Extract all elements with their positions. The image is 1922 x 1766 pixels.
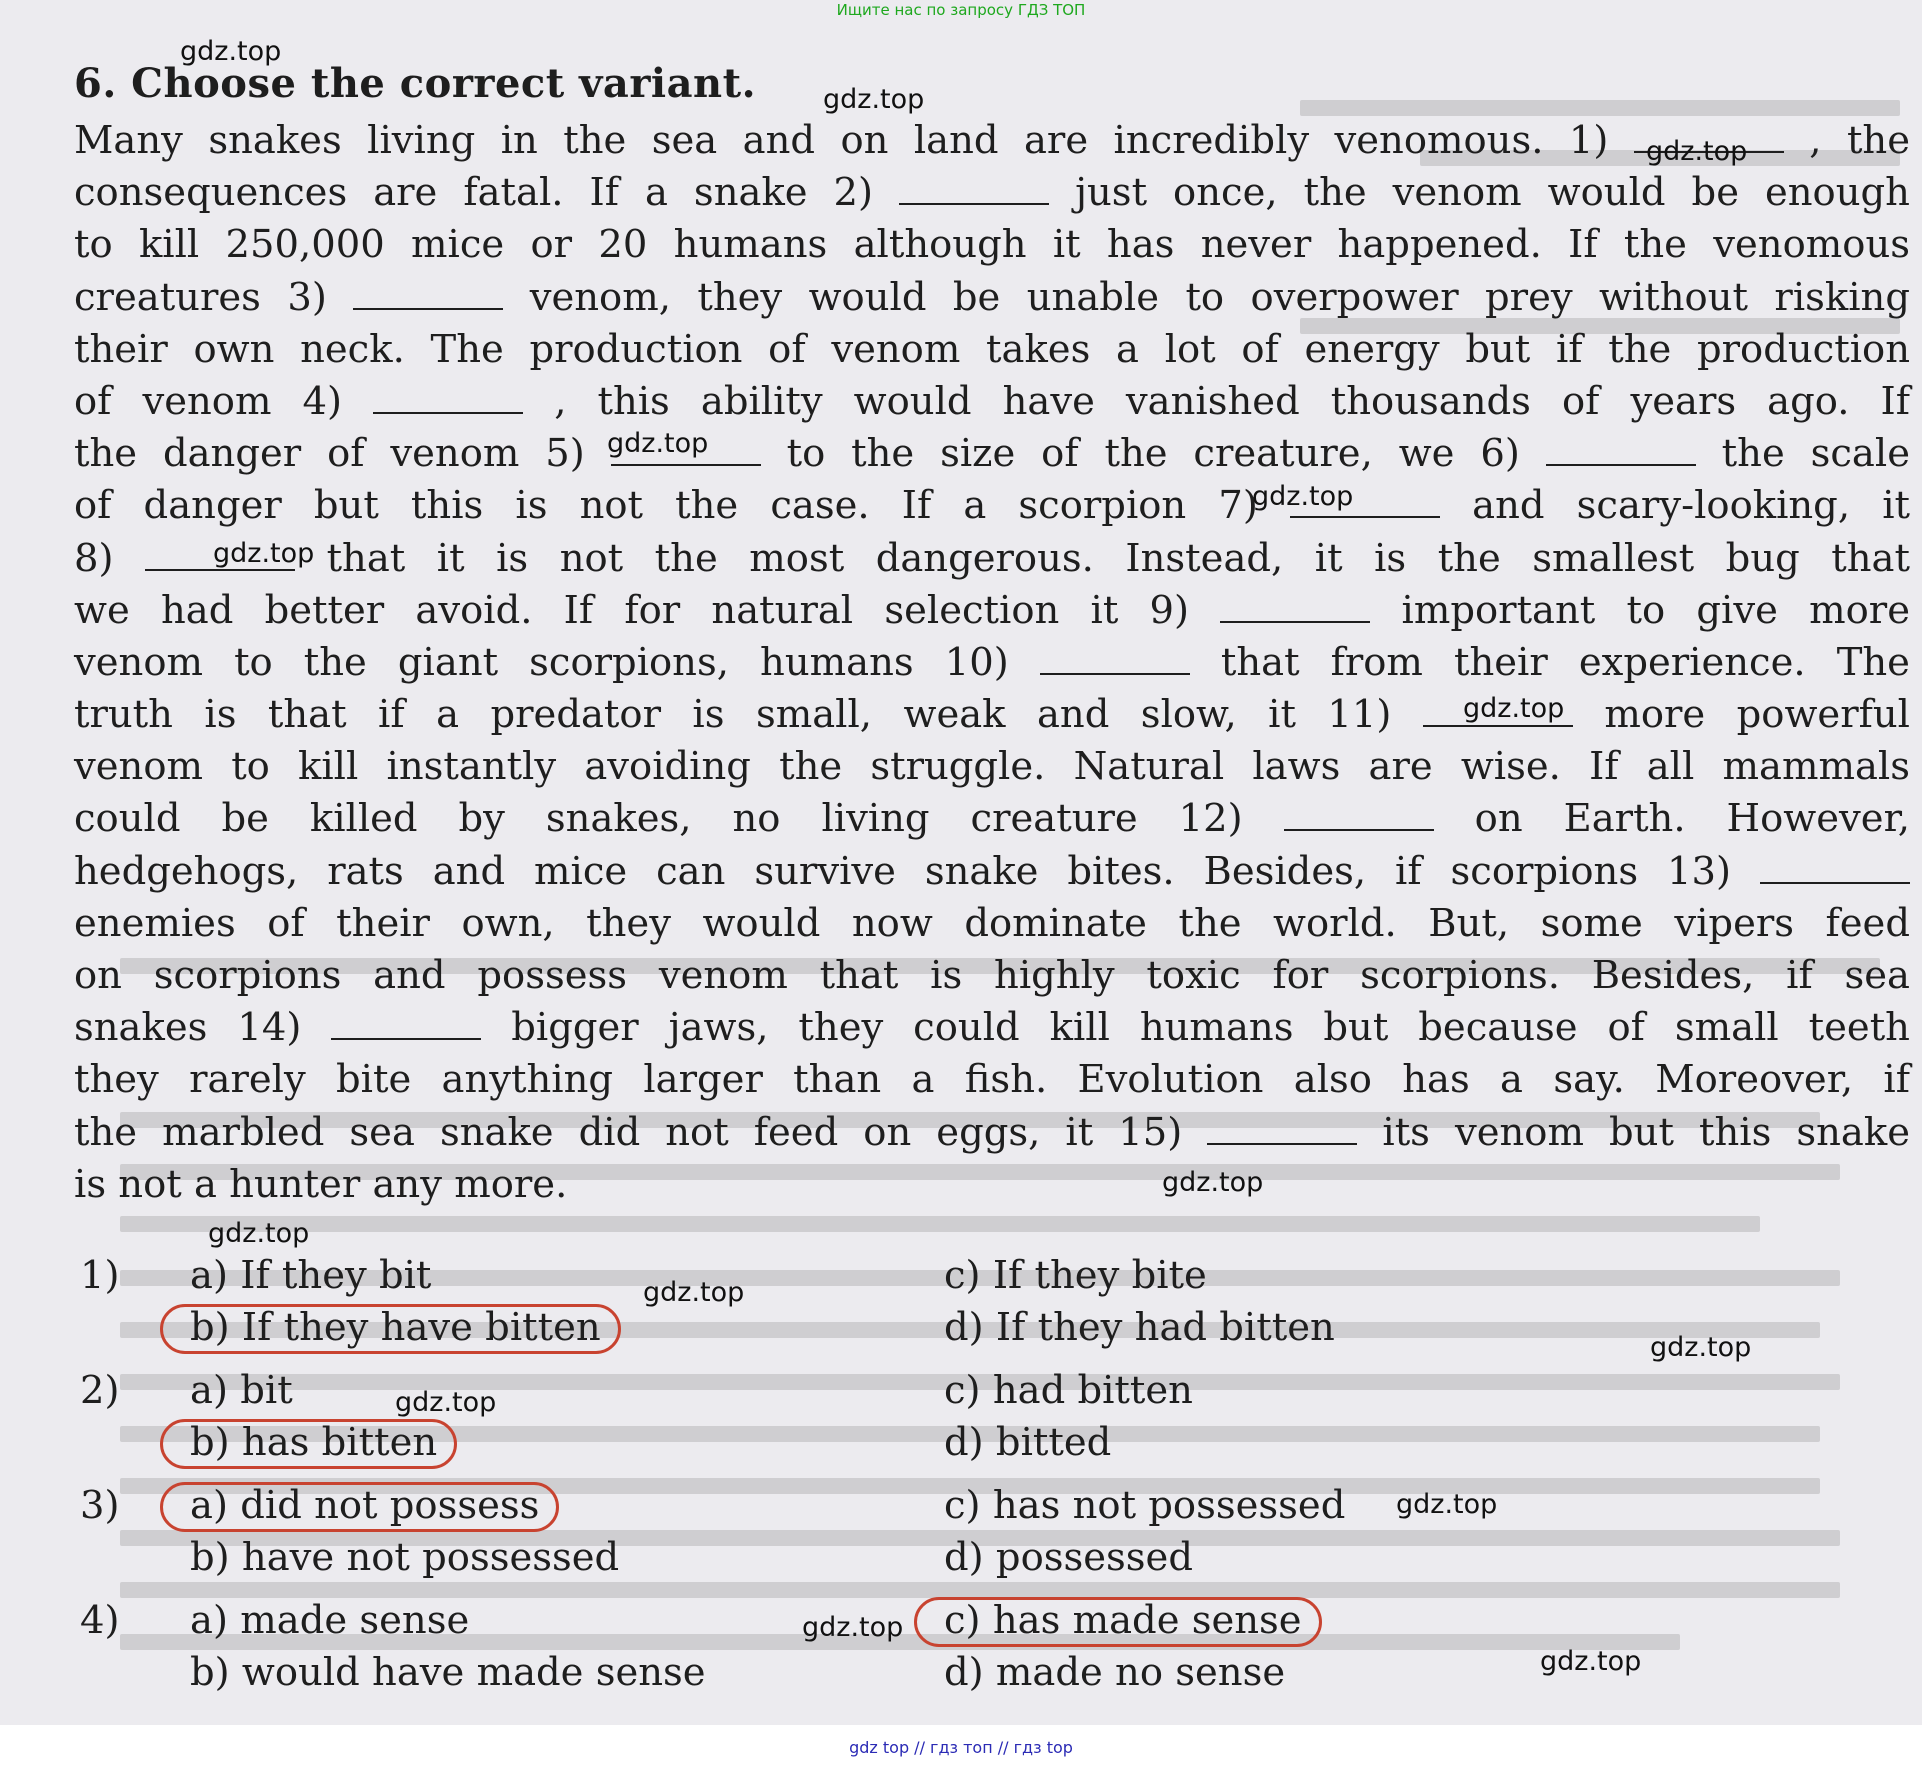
answer-option[interactable] <box>190 1647 706 1699</box>
footer-links[interactable]: gdz top // гдз топ // гдз top <box>849 1738 1073 1757</box>
paragraph-text: on scorpions and possess venom that is highly toxic for scorpions. Besides, if sea <box>74 953 1910 998</box>
option-text: has not possessed <box>992 1483 1346 1528</box>
watermark: gdz.top <box>1463 693 1565 724</box>
paragraph-line <box>74 637 1910 689</box>
paragraph-line <box>74 1002 1910 1054</box>
paragraph-line <box>74 1107 1910 1159</box>
answer-option[interactable] <box>944 1365 1193 1417</box>
paragraph-text: venom, they would be unable to overpower prey without risking <box>529 274 1910 320</box>
option-letter: c) <box>944 1253 981 1298</box>
paragraph-text: the marbled sea snake did not feed on eggs, it 15) <box>74 1109 1183 1155</box>
answer-blank <box>1207 1116 1357 1145</box>
option-text: have not possessed <box>241 1535 620 1580</box>
option-letter: a) <box>190 1253 228 1298</box>
paragraph-text: just once, the venom would be enough <box>1075 170 1910 216</box>
question-number: 3) <box>80 1483 120 1528</box>
watermark: gdz.top <box>180 36 282 67</box>
paragraph-text: Many snakes living in the sea and on land are incredibly venomous. 1) <box>74 118 1609 163</box>
paragraph-text: to kill 250,000 mice or 20 humans although it has never happened. If the venomous <box>74 222 1910 268</box>
option-letter: b) <box>190 1650 230 1695</box>
option-letter: c) <box>944 1368 981 1413</box>
option-text: bit <box>240 1368 293 1413</box>
question-number: 4) <box>80 1598 120 1643</box>
paragraph-text: 8) <box>74 535 114 581</box>
option-letter: d) <box>944 1305 984 1350</box>
option-text: If they had bitten <box>995 1305 1335 1350</box>
paragraph-line <box>74 167 1910 219</box>
option-text: has bitten <box>241 1420 438 1465</box>
paragraph-text: of danger but this is not the case. If a scorpion 7) <box>74 483 1258 529</box>
paragraph-line <box>74 741 1910 793</box>
paragraph-text: truth is that if a predator is small, weak and slow, it 11) <box>74 692 1392 738</box>
option-letter: d) <box>944 1535 984 1580</box>
answer-blank <box>1220 594 1370 623</box>
watermark: gdz.top <box>208 1218 310 1249</box>
answer-blank <box>1284 803 1434 832</box>
option-text: If they have bitten <box>241 1305 601 1350</box>
option-letter: b) <box>190 1420 230 1465</box>
option-text: would have made sense <box>241 1650 706 1695</box>
question-number: 1) <box>80 1253 120 1298</box>
paragraph-text: hedgehogs, rats and mice can survive snake bites. Besides, if scorpions 13) <box>74 848 1732 894</box>
exercise-title: 6. Choose the correct variant. <box>74 60 757 107</box>
answer-blank <box>353 281 503 310</box>
watermark: gdz.top <box>1650 1332 1752 1363</box>
watermark: gdz.top <box>395 1387 497 1418</box>
question-number: 2) <box>80 1368 120 1413</box>
paragraph-text: could be killed by snakes, no living creature 12) <box>74 796 1243 842</box>
paragraph-text: on Earth. However, <box>1474 796 1910 842</box>
watermark: gdz.top <box>1540 1646 1642 1677</box>
option-text: had bitten <box>992 1368 1193 1413</box>
answer-blank <box>899 176 1049 205</box>
paragraph-text: to the size of the creature, we 6) <box>786 431 1520 477</box>
paragraph-line <box>74 1159 1910 1211</box>
option-letter: a) <box>190 1483 228 1528</box>
answer-option[interactable] <box>944 1532 1193 1584</box>
paragraph-line <box>74 793 1910 845</box>
option-letter: d) <box>944 1650 984 1695</box>
paragraph-line <box>74 115 1910 167</box>
paragraph-text: of venom 4) <box>74 378 343 424</box>
search-hint-link[interactable]: Ищите нас по запросу ГДЗ ТОП <box>836 1 1086 19</box>
option-text: made sense <box>240 1598 470 1643</box>
paragraph-text: venom to kill instantly avoiding the struggle. Natural laws are wise. If all mammals <box>74 744 1910 790</box>
answer-option[interactable] <box>944 1302 1335 1354</box>
option-text: possessed <box>995 1535 1193 1580</box>
paragraph-text: that it is not the most dangerous. Instead, it is the smallest bug that <box>326 535 1910 581</box>
answer-blank <box>373 385 523 414</box>
paragraph-line <box>74 219 1910 271</box>
answer-blank <box>1546 437 1696 466</box>
option-letter: d) <box>944 1420 984 1465</box>
answer-option[interactable] <box>944 1480 1345 1532</box>
paragraph-text: venom to the giant scorpions, humans 10) <box>74 639 1009 685</box>
option-letter: c) <box>944 1483 981 1528</box>
paragraph-line <box>74 950 1910 1002</box>
option-text: bitted <box>995 1420 1112 1465</box>
paragraph-line <box>74 324 1910 376</box>
paragraph-text: that from their experience. The <box>1220 639 1910 685</box>
watermark: gdz.top <box>1396 1489 1498 1520</box>
watermark: gdz.top <box>607 428 709 459</box>
option-letter: a) <box>190 1368 228 1413</box>
paragraph-line <box>74 376 1910 428</box>
exercise-paragraph <box>74 115 1910 1211</box>
watermark: gdz.top <box>823 84 925 115</box>
answer-option[interactable] <box>190 1250 431 1302</box>
answer-option[interactable] <box>944 1647 1285 1699</box>
paragraph-text: important to give more <box>1401 587 1910 633</box>
option-text: made no sense <box>995 1650 1286 1695</box>
paragraph-line <box>74 1054 1910 1106</box>
paragraph-line <box>74 533 1910 585</box>
paragraph-text: they rarely bite anything larger than a fish. Evolution also has a say. Moreover, if <box>74 1057 1910 1103</box>
paragraph-text: bigger jaws, they could kill humans but because of small teeth <box>511 1005 1910 1051</box>
selected-answer-circle <box>160 1304 621 1354</box>
paragraph-line <box>74 272 1910 324</box>
answer-option[interactable] <box>190 1365 293 1417</box>
paragraph-text: , this ability would have vanished thousands of years ago. If <box>554 378 1910 424</box>
option-letter: a) <box>190 1598 228 1643</box>
paragraph-text: and scary-looking, it <box>1472 483 1910 529</box>
paragraph-text: consequences are fatal. If a snake 2) <box>74 170 874 216</box>
paragraph-text: the scale <box>1721 431 1910 477</box>
paragraph-text: is not a hunter any more. <box>74 1161 568 1207</box>
paragraph-line <box>74 846 1910 898</box>
watermark: gdz.top <box>213 538 315 569</box>
watermark: gdz.top <box>1646 136 1748 167</box>
paragraph-text: creatures 3) <box>74 274 327 320</box>
option-text: has made sense <box>992 1598 1302 1643</box>
paragraph-text: their own neck. The production of venom takes a lot of energy but if the production <box>74 326 1910 372</box>
answer-option[interactable] <box>190 1595 469 1647</box>
paragraph-text: snakes 14) <box>74 1005 302 1051</box>
paragraph-text: we had better avoid. If for natural selection it 9) <box>74 587 1190 633</box>
paragraph-text: enemies of their own, they would now dominate the world. But, some vipers feed <box>74 900 1910 946</box>
paragraph-text: , the <box>1809 118 1911 163</box>
selected-answer-circle <box>160 1419 457 1469</box>
paragraph-line <box>74 585 1910 637</box>
paragraph-line <box>74 428 1910 480</box>
watermark: gdz.top <box>1252 481 1354 512</box>
option-text: did not possess <box>240 1483 540 1528</box>
selected-answer-circle <box>914 1597 1322 1647</box>
watermark: gdz.top <box>1162 1167 1264 1198</box>
option-text: If they bite <box>992 1253 1207 1298</box>
option-letter: b) <box>190 1305 230 1350</box>
selected-answer-circle <box>160 1482 559 1532</box>
watermark: gdz.top <box>643 1277 745 1308</box>
answer-blank <box>331 1011 481 1040</box>
answer-blank <box>1760 855 1910 884</box>
paragraph-line <box>74 898 1910 950</box>
watermark: gdz.top <box>802 1612 904 1643</box>
option-text: If they bit <box>240 1253 432 1298</box>
answer-option[interactable] <box>944 1417 1111 1469</box>
answer-blank <box>1040 646 1190 675</box>
answer-option[interactable] <box>944 1250 1207 1302</box>
paragraph-line <box>74 689 1910 741</box>
paragraph-text: the danger of venom 5) <box>74 431 585 477</box>
paragraph-line <box>74 480 1910 532</box>
option-letter: c) <box>944 1598 981 1643</box>
paragraph-text: its venom but this snake <box>1382 1109 1910 1155</box>
option-letter: b) <box>190 1535 230 1580</box>
paragraph-text: more powerful <box>1604 692 1910 738</box>
answer-option[interactable] <box>190 1532 619 1584</box>
